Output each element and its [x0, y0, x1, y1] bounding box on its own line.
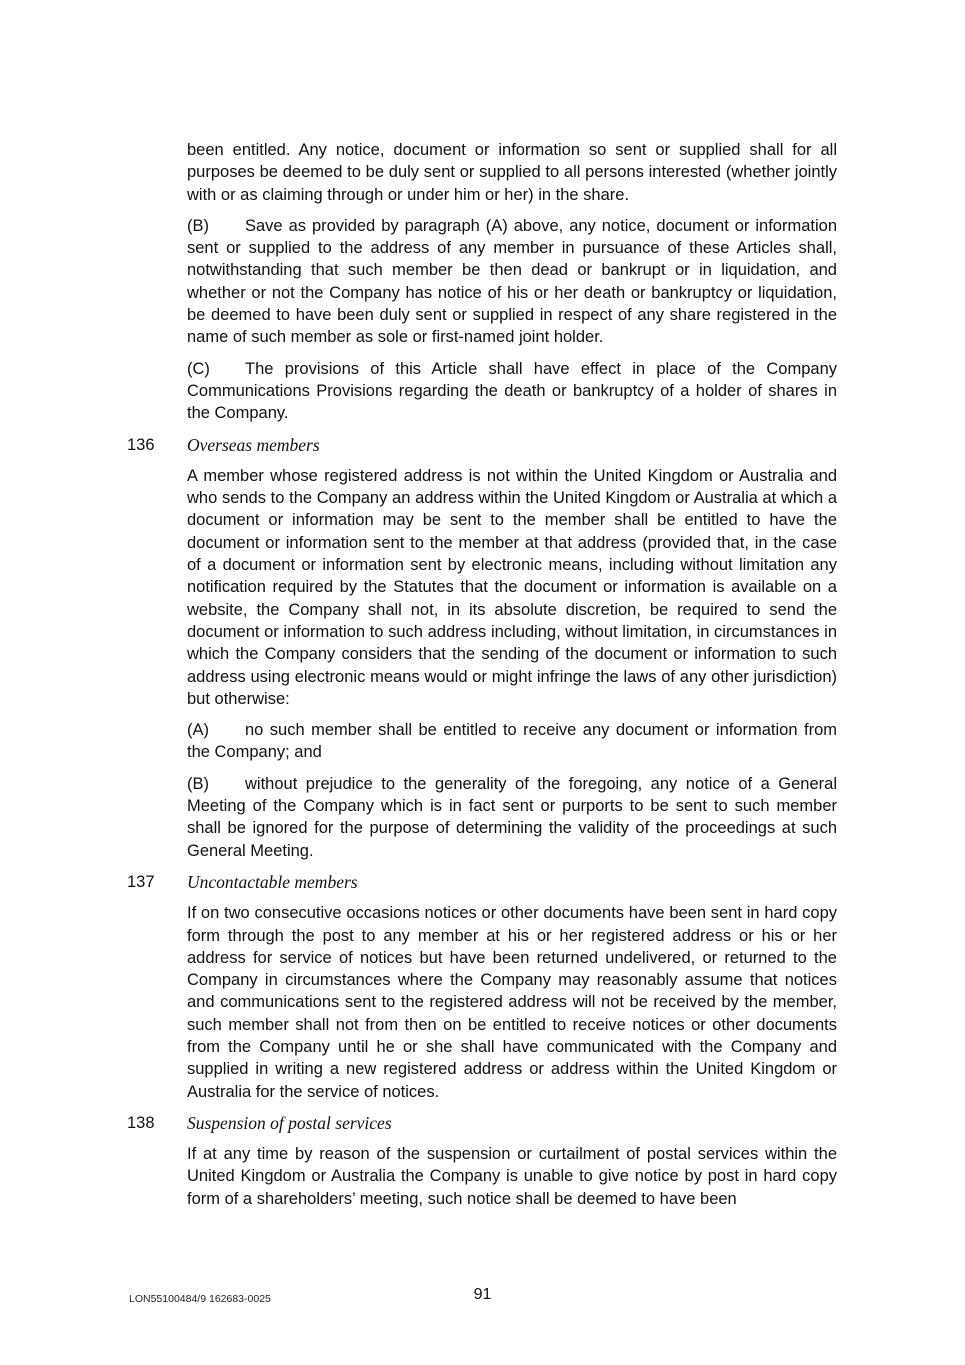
section-136-item-b-label: (B) [187, 774, 209, 793]
section-138-body: If at any time by reason of the suspension or curtailment of postal services within the United Kingdom or Australia the Company is unable to give notice by post in hard copy form of a shareholders’ meeting, such notice shall be deemed to have been [187, 1145, 837, 1208]
section-136-item-a-text: no such member shall be entitled to receive any document or information from the Company; and [187, 721, 837, 762]
section-138-number: 138 [127, 1113, 155, 1132]
document-body [127, 139, 837, 1210]
section-137-heading [127, 871, 837, 893]
paragraph-c-text: The provisions of this Article shall have effect in place of the Company Communications Provisions regarding the death or bankruptcy of a holder of shares in the Company. [187, 359, 837, 423]
section-138-heading [127, 1112, 837, 1134]
footer-document-reference: LON55100484/9 162683-0025 [129, 1293, 271, 1305]
paragraph-b-label: (B) [187, 216, 209, 235]
section-137-body: If on two consecutive occasions notices or other documents have been sent in hard copy form through the post to any member at his or her registered address or his or her address for service of notices but have been returned undelivered, or returned to the Company in circumstances where the Company may reasonably assume that notices and communications sent to the registered address will not be received by the member, such member shall not from then on be entitled to receive notices or other documents from the Company until he or she shall have communicated with the Company and supplied in writing a new registered address or address within the United Kingdom or Australia for the service of notices. [187, 904, 837, 1101]
paragraph-c [187, 358, 837, 425]
section-136-heading [127, 434, 837, 456]
paragraph-c-label: (C) [187, 359, 210, 378]
paragraph-b-text: Save as provided by paragraph (A) above, any notice, document or information sent or supplied to the address of any member in pursuance of these Articles shall, notwithstanding that such member be then dead or bankrupt or in liquidation, and whether or not the Company has notice of his or her death or bankruptcy or liquidation, be deemed to have been duly sent or supplied in respect of any share registered in the name of such member as sole or first-named joint holder. [187, 216, 837, 347]
section-136-item-a-label: (A) [187, 721, 209, 740]
section-136-item-a [187, 719, 837, 764]
section-136-item-b [187, 773, 837, 862]
section-136-body: A member whose registered address is not within the United Kingdom or Australia and who sends to the Company an address within the United Kingdom or Australia at which a document or information may be sent to the member shall be entitled to have the document or information sent to the member at that address (provided that, in the case of a document or information sent by electronic means, including without limitation any notification required by the Statutes that the document or information is available on a website, the Company shall not, in its absolute discretion, be required to send the document or information to such address including, without limitation, in circumstances in which the Company considers that the sending of the document or information to such address using electronic means would or might infringe the laws of any other jurisdiction) but otherwise: [187, 466, 837, 708]
paragraph-b [187, 215, 837, 349]
section-136-number: 136 [127, 435, 155, 454]
section-137-title: Uncontactable members [187, 871, 358, 892]
section-136-title: Overseas members [187, 434, 320, 455]
paragraph-continuation: been entitled. Any notice, document or information so sent or supplied shall for all purposes be deemed to be duly sent or supplied to all persons interested (whether jointly with or as claiming through or under him or her) in the share. [187, 141, 837, 204]
page-number: 91 [473, 1286, 492, 1303]
section-137-number: 137 [127, 872, 155, 891]
section-136-item-b-text: without prejudice to the generality of the foregoing, any notice of a General Meeting of the Company which is in fact sent or purports to be sent to such member shall be ignored for the purpose of determining the validity of the proceedings at such General Meeting. [187, 774, 837, 860]
section-138-title: Suspension of postal services [187, 1112, 392, 1133]
